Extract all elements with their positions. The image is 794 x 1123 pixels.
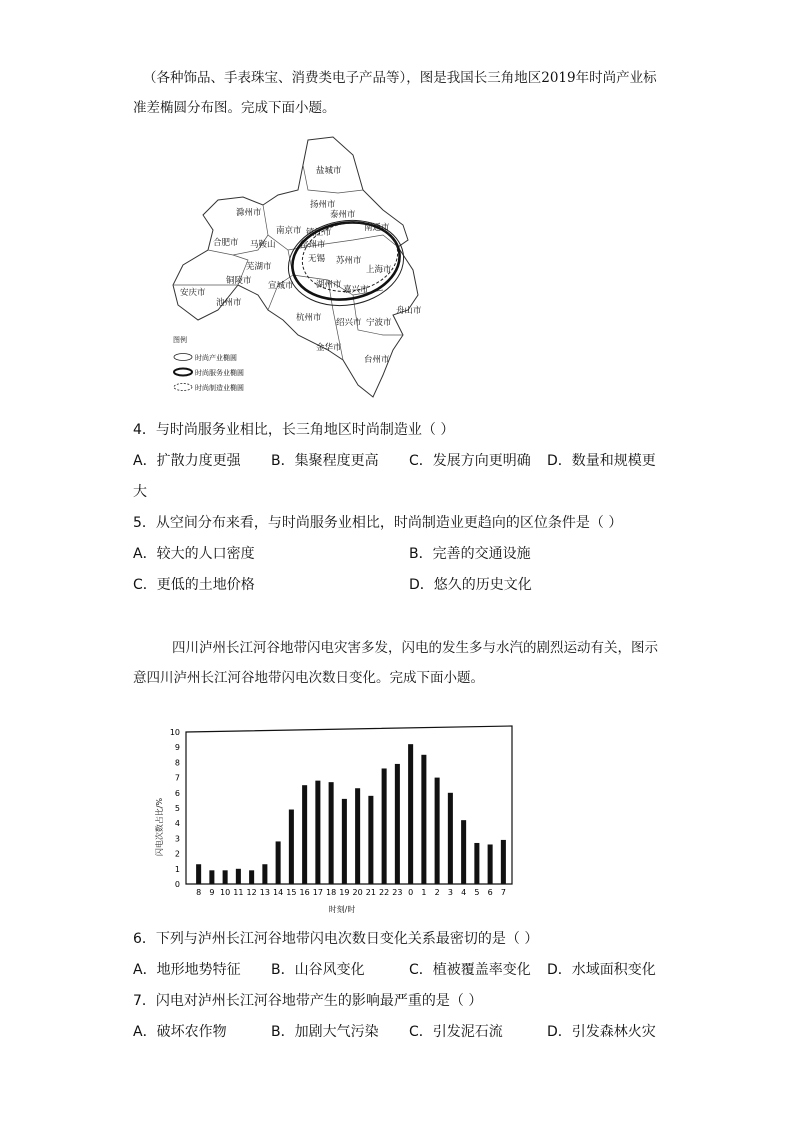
q6-option-b: B．山谷风变化 (271, 962, 365, 978)
map-city-label: 池州市 (216, 298, 242, 308)
chart-bar (355, 788, 360, 884)
map-city-label: 苏州市 (336, 256, 362, 266)
q6-option-c: C．植被覆盖率变化 (409, 962, 531, 978)
chart-x-tick-label: 22 (379, 888, 390, 897)
q7-stem: 7．闪电对泸州长江河谷地带产生的影响最严重的是（ ） (133, 993, 483, 1009)
q5-stem: 5．从空间分布来看，与时尚服务业相比，时尚制造业更趋向的区位条件是（ ） (133, 515, 623, 531)
chart-bar (342, 799, 347, 884)
chart-x-tick-label: 21 (365, 888, 376, 897)
legend-item: 时尚制造业椭圆 (195, 384, 244, 392)
chart-x-tick-label: 18 (326, 888, 337, 897)
map-city-label: 无锡 (308, 254, 326, 264)
chart-y-tick-label: 9 (174, 743, 180, 753)
chart-bar (329, 782, 334, 884)
chart-y-tick-label: 2 (174, 849, 180, 859)
map-city-label: 扬州市 (310, 200, 336, 210)
chart-bar (196, 864, 201, 884)
chart-x-tick-label: 1 (421, 888, 427, 897)
q5-option-b: B．完善的交通设施 (409, 546, 531, 562)
q7-option-d: D．引发森林火灾 (547, 1024, 656, 1040)
chart-x-tick-label: 3 (447, 888, 453, 897)
chart-x-tick-label: 15 (286, 888, 297, 897)
chart-y-tick-label: 10 (169, 728, 180, 737)
q4-option-c: C．发展方向更明确 (409, 453, 531, 469)
map-city-label: 南京市 (276, 226, 302, 236)
chart-y-tick-label: 4 (174, 819, 180, 829)
intro1-line1: （各种饰品、手表珠宝、消费类电子产品等），图是我国长三角地区2019年时尚产业标 (143, 70, 657, 86)
chart-x-tick-label: 0 (408, 888, 414, 897)
chart-bar (382, 768, 387, 884)
legend-title: 图例 (173, 336, 187, 344)
q4-option-a: A．扩散力度更强 (133, 453, 241, 469)
chart-y-tick-label: 6 (174, 788, 180, 798)
map-city-label: 合肥市 (213, 238, 239, 248)
chart-bar (276, 841, 281, 884)
chart-bar (448, 793, 453, 884)
q4-stem: 4．与时尚服务业相比，长三角地区时尚制造业（ ） (133, 422, 455, 438)
legend-item: 时尚产业椭圆 (195, 354, 237, 362)
chart-bar (262, 864, 267, 884)
chart-y-tick-label: 5 (174, 804, 180, 813)
chart-bar (474, 843, 479, 884)
intro2-line2: 意四川泸州长江河谷地带闪电次数日变化。完成下面小题。 (133, 670, 484, 686)
chart-y-tick-label: 1 (174, 864, 180, 874)
legend-item: 时尚服务业椭圆 (195, 369, 244, 377)
map-city-label: 芜湖市 (246, 262, 272, 272)
chart-bar (501, 840, 506, 884)
map-city-label: 滁州市 (236, 208, 262, 218)
q6-option-d: D．水域面积变化 (547, 962, 656, 978)
q4-option-d-wrap: 大 (133, 484, 147, 500)
chart-x-tick-label: 23 (392, 888, 403, 897)
map-city-label: 镇江市 (306, 228, 332, 238)
map-city-label: 台州市 (364, 355, 390, 365)
chart-x-tick-label: 17 (312, 888, 323, 897)
chart-x-tick-label: 20 (352, 888, 363, 897)
map-city-label: 绍兴市 (336, 318, 362, 328)
chart-y-tick-label: 3 (174, 834, 180, 844)
chart-x-tick-label: 11 (233, 888, 244, 897)
chart-bar (395, 764, 400, 884)
chart-x-tick-label: 5 (474, 888, 480, 897)
chart-x-tick-label: 6 (487, 888, 493, 897)
map-city-label: 泰州市 (330, 210, 356, 220)
map-legend (173, 335, 244, 392)
chart-x-tick-label: 7 (500, 888, 506, 897)
chart-x-tick-label: 2 (434, 888, 440, 897)
map-city-label: 湖州市 (316, 280, 342, 290)
chart-bar (289, 810, 294, 884)
q5-option-d: D．悠久的历史文化 (409, 577, 532, 593)
chart-x-axis-label: 时刻/时 (328, 905, 356, 914)
lightning-frequency-bar-chart (150, 712, 520, 917)
chart-bar (209, 870, 214, 884)
map-city-label: 安庆市 (180, 288, 206, 298)
map-city-label: 常州市 (300, 240, 326, 250)
q5-option-a: A．较大的人口密度 (133, 546, 255, 562)
chart-bar (421, 755, 426, 884)
yangtze-delta-map (168, 135, 440, 400)
q4-option-d: D．数量和规模更 (547, 453, 656, 469)
map-city-label: 舟山市 (396, 306, 422, 316)
chart-y-tick-label: 8 (174, 758, 180, 768)
chart-x-tick-label: 16 (299, 888, 310, 897)
chart-x-tick-label: 8 (196, 888, 202, 897)
map-city-label: 铜陵市 (226, 276, 252, 286)
chart-x-tick-label: 14 (273, 888, 284, 897)
chart-x-tick-label: 4 (461, 888, 467, 897)
map-city-label: 南通市 (364, 223, 390, 233)
map-city-label: 盐城市 (316, 166, 342, 176)
map-city-label: 宣城市 (268, 281, 294, 291)
chart-x-tick-label: 10 (220, 888, 231, 897)
chart-bar (223, 870, 228, 884)
intro2-line1: 四川泸州长江河谷地带闪电灾害多发，闪电的发生多与水汽的剧烈运动有关，图示 (172, 640, 658, 656)
map-city-label: 杭州市 (296, 313, 322, 323)
chart-bar (461, 820, 466, 884)
q6-option-a: A．地形地势特征 (133, 962, 241, 978)
chart-bar (249, 870, 254, 884)
q4-option-b: B．集聚程度更高 (271, 453, 379, 469)
q7-option-b: B．加剧大气污染 (271, 1024, 379, 1040)
map-city-label: 宁波市 (366, 318, 392, 328)
chart-y-tick-label: 0 (174, 880, 180, 889)
chart-y-tick-label: 7 (174, 773, 180, 783)
q7-option-a: A．破坏农作物 (133, 1024, 227, 1040)
chart-bar (488, 844, 493, 884)
chart-bar (435, 778, 440, 884)
map-city-label: 上海市 (366, 265, 392, 275)
chart-bar (236, 869, 241, 884)
chart-x-tick-label: 13 (259, 888, 270, 897)
chart-y-axis-label: 闪电次数占比/% (155, 797, 164, 857)
map-city-label: 马鞍山 (250, 240, 276, 250)
chart-bar (368, 796, 373, 884)
chart-bar (302, 785, 307, 884)
q5-option-c: C．更低的土地价格 (133, 577, 255, 593)
chart-x-tick-label: 9 (209, 888, 215, 897)
q6-stem: 6．下列与泸州长江河谷地带闪电次数日变化关系最密切的是（ ） (133, 931, 539, 947)
chart-x-tick-label: 12 (246, 888, 257, 897)
q7-option-c: C．引发泥石流 (409, 1024, 503, 1040)
map-city-label: 嘉兴市 (343, 285, 369, 295)
chart-bar (315, 781, 320, 884)
chart-x-tick-label: 19 (339, 888, 350, 897)
chart-bar (408, 744, 413, 884)
intro1-line2: 准差椭圆分布图。完成下面小题。 (133, 100, 336, 116)
map-city-label: 金华市 (316, 343, 342, 353)
